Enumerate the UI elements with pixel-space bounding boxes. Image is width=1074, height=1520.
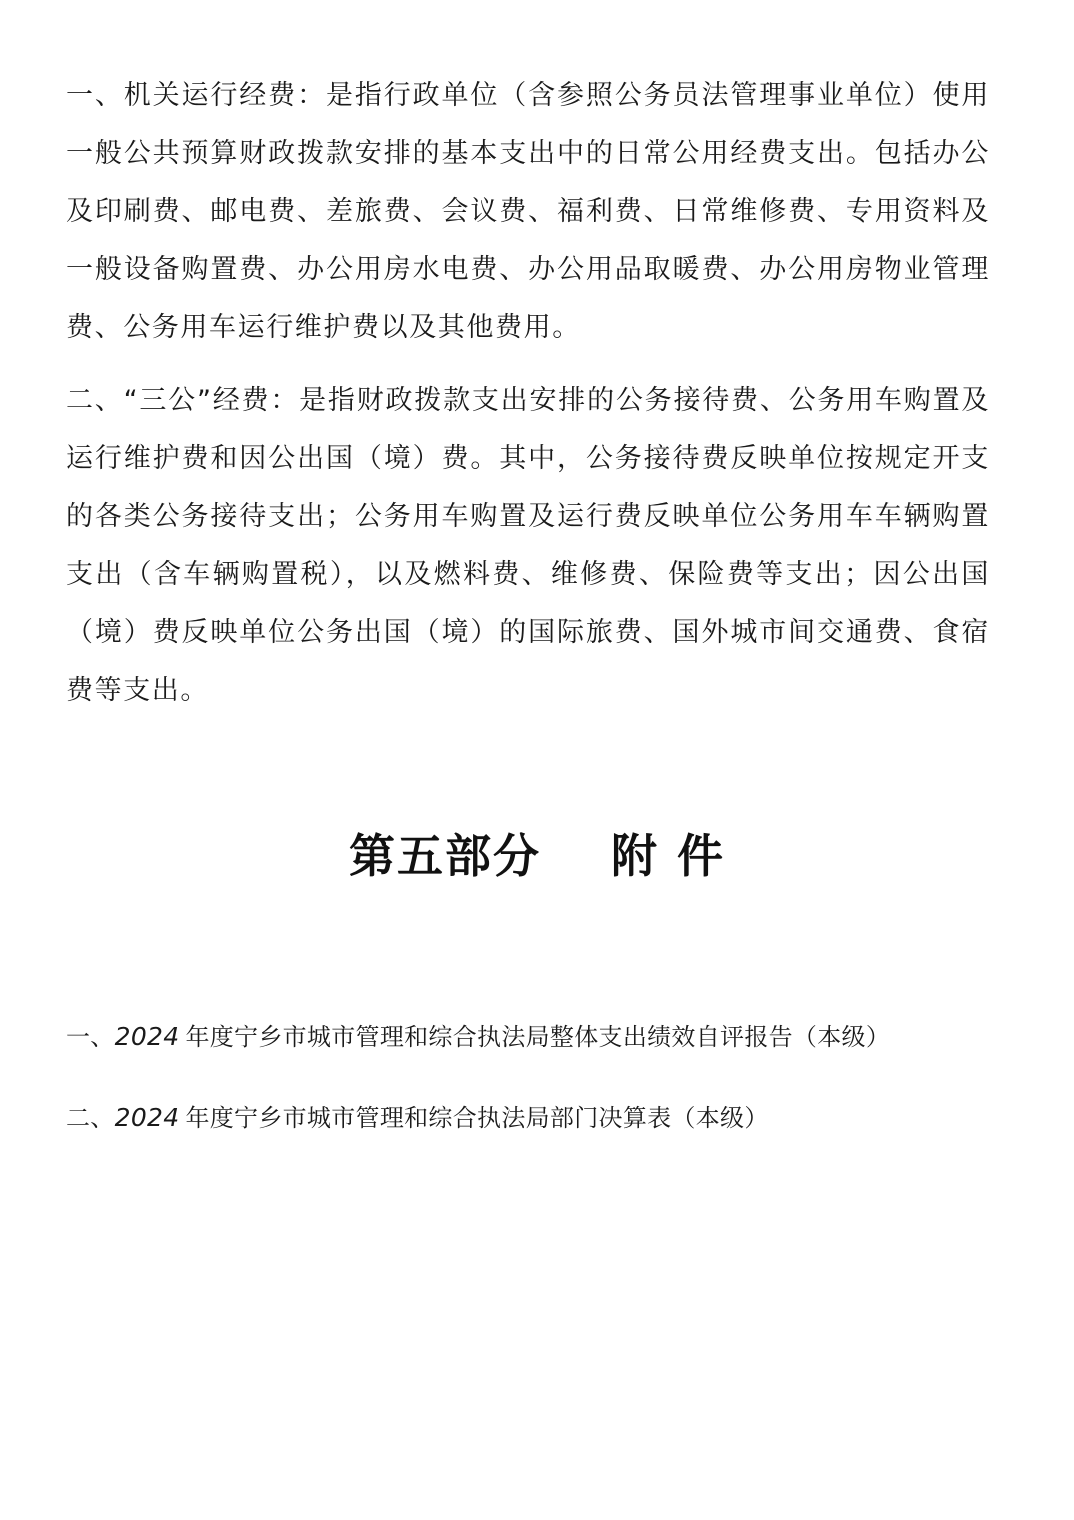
definition-three-public-expenses: 二、“三公”经费：是指财政拨款支出安排的公务接待费、公务用车购置及运行维护费和因公出国（境）费。其中，公务接待费反映单位按规定开支的各类公务接待支出；公务用车购置及运行费反映单位公务用车车辆购置支出（含车辆购置税），以及燃料费、维修费、保险费等支出；因公出国（境）费反映单位公务出国（境）的国际旅费、国外城市间交通费、食宿费等支出。 — [66, 385, 990, 706]
attachment-prefix: 一、 — [66, 1023, 115, 1051]
definition-operating-expenses: 一、机关运行经费：是指行政单位（含参照公务员法管理事业单位）使用一般公共预算财政拨款安排的基本支出中的日常公用经费支出。包括办公及印刷费、邮电费、差旅费、会议费、福利费、日常维修费、专用资料及一般设备购置费、办公用房水电费、办公用品取暖费、办公用房物业管理费、公务用车运行维护费以及其他费用。 — [66, 80, 990, 343]
section-heading-name: 附 件 — [610, 829, 725, 883]
section-heading-part: 第五部分 — [348, 829, 541, 883]
attachment-year: 2024 — [114, 1022, 180, 1051]
section-heading — [0, 818, 1074, 894]
attachment-item — [66, 1098, 1006, 1138]
attachment-year: 2024 — [114, 1103, 180, 1132]
attachment-prefix: 二、 — [66, 1104, 115, 1132]
attachment-item — [66, 1017, 1006, 1057]
attachment-title: 年度宁乡市城市管理和综合执法局部门决算表（本级） — [185, 1104, 769, 1132]
attachment-title: 年度宁乡市城市管理和综合执法局整体支出绩效自评报告（本级） — [185, 1023, 891, 1051]
